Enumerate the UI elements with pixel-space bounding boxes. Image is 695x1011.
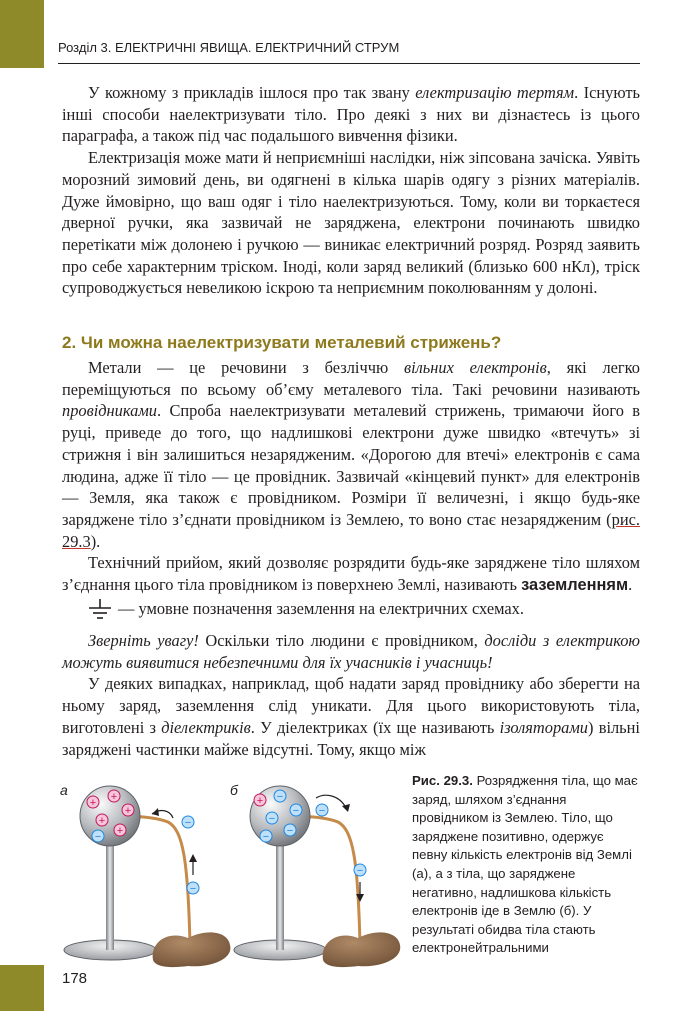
svg-text:−: − (276, 791, 284, 803)
svg-text:+: + (256, 795, 264, 807)
svg-text:−: − (268, 813, 276, 825)
bottom-accent-bar (0, 965, 44, 1011)
scene-b (234, 786, 400, 967)
intro-text (62, 82, 640, 299)
svg-text:−: − (184, 817, 192, 829)
svg-text:−: − (356, 865, 364, 877)
svg-text:+: + (110, 791, 118, 803)
section-paragraph-2: Технічний прийом, який дозволяє розрядити будь-яке заряджене тіло шляхом з’єднання цього тіла провідником із поверхнею Землі, називають заземленням. (62, 553, 640, 595)
dielectric-paragraph: У деяких випадках, наприклад, щоб надати заряд провіднику або зберегти на ньому заряд, заземлення слід уникати. Для цього використовують тіла, виготовлені з діелектриків. У діелектриках (їх ще називають ізоляторами) вільні заряджені частинки майже відсутні. Тому, якщо між (62, 674, 640, 759)
intro-paragraph-2: Електризація може мати й неприємніші наслідки, ніж зіпсована зачіска. Уявіть морозний зимовий день, ви одягнені в кілька шарів одягу з різних матеріалів. Дуже ймовірно, що ваш одяг і тіло наелектризуються. Тому, коли ви торкаєтеся дверної ручки, яка зазвичай не заряджена, електрони починають швидко перетікати між долонею і ручкою — виникає електричний розряд. Розряд заявить про себе характерним тріском. Іноді, коли заряд великий (близько 600 нКл), тріск супроводжується невеликою іскрою та неприємним поколюванням у долоні. (62, 148, 640, 298)
top-accent-bar (0, 0, 44, 68)
discharge-illustration (58, 770, 403, 970)
svg-text:−: − (262, 831, 270, 843)
page-number: 178 (62, 970, 88, 987)
svg-text:−: − (292, 805, 300, 817)
electron-moving (316, 804, 328, 817)
scene-a (64, 786, 230, 967)
section-text-continued (62, 630, 640, 760)
running-header: Розділ 3. ЕЛЕКТРИЧНІ ЯВИЩА. ЕЛЕКТРИЧНИЙ СТРУМ (58, 40, 400, 55)
svg-text:−: − (189, 883, 197, 895)
figure-reference-link[interactable]: рис. 29.3 (62, 509, 640, 551)
earth-soil-b (323, 932, 401, 967)
header-rule (58, 63, 640, 64)
earth-soil-a (153, 932, 231, 967)
stand-rod-a (106, 840, 114, 950)
section-text (62, 357, 640, 597)
caption-title: Рис. 29.3. (412, 773, 473, 788)
svg-text:−: − (286, 825, 294, 837)
svg-text:+: + (124, 805, 132, 817)
electron-moving (187, 882, 199, 895)
figure-29-3 (58, 770, 403, 970)
stand-rod-b (276, 840, 284, 950)
caption-text: Розрядження тіла, що має заряд, шляхом з’єднання провідником із Землею. Тіло, що заряджене позитивно, одержує певну кількість електронів від Землі (а), а з тіла, що заряджене негативно, надлишкова кількість електронів іде в Землю (б). У результаті обидва тіла стають електронейтральними (412, 773, 638, 956)
section-heading: 2. Чи можна наелектризувати металевий стрижень? (62, 333, 502, 352)
grounding-term: заземленням (521, 576, 629, 595)
ground-symbol-note: — умовне позначення заземлення на електричних схемах. (62, 598, 640, 621)
svg-text:+: + (98, 815, 106, 827)
figure-caption (412, 772, 642, 958)
section-paragraph-1: Метали — це речовини з безліччю вільних електронів, які легко переміщуються по всьому об’єму металевого тіла. Такі речовини називають провідниками. Спроба наелектризувати металевий стрижень, тримаючи його в руці, приведе до того, що надлишкові електрони дуже швидко «втечуть» зі стрижня і він залишиться незарядженим. «Дорогою для втечі» електронів є сама людина, адже її тіло — це провідник. Зазвичай «кінцевий пункт» для електронів — Земля, яка також є провідником. Розміри її величезні, і якщо будь-яке заряджене тіло з’єднати провідником із Землею, то воно стає незарядженим (рис. 29.3). (62, 358, 640, 551)
svg-text:+: + (89, 797, 97, 809)
figure-label-b: б (230, 782, 238, 798)
warning-paragraph: Зверніть увагу! Оскільки тіло людини є провідником, досліди з електрикою можуть виявитися небезпечними для їх учасників і учасниць! (62, 631, 640, 672)
svg-text:−: − (94, 831, 102, 843)
svg-text:+: + (116, 825, 124, 837)
electron-moving (182, 816, 194, 829)
figure-label-a: а (60, 782, 68, 798)
electron-moving (354, 864, 366, 877)
intro-paragraph-1: У кожному з прикладів ішлося про так звану електризацію тертям. Існують інші способи наелектризувати тіло. Про деякі з них ви дізнаєтесь із цього параграфа, а також під час подальшого вивчення фізики. (62, 83, 640, 146)
svg-text:−: − (318, 805, 326, 817)
ground-symbol-icon (88, 599, 112, 621)
